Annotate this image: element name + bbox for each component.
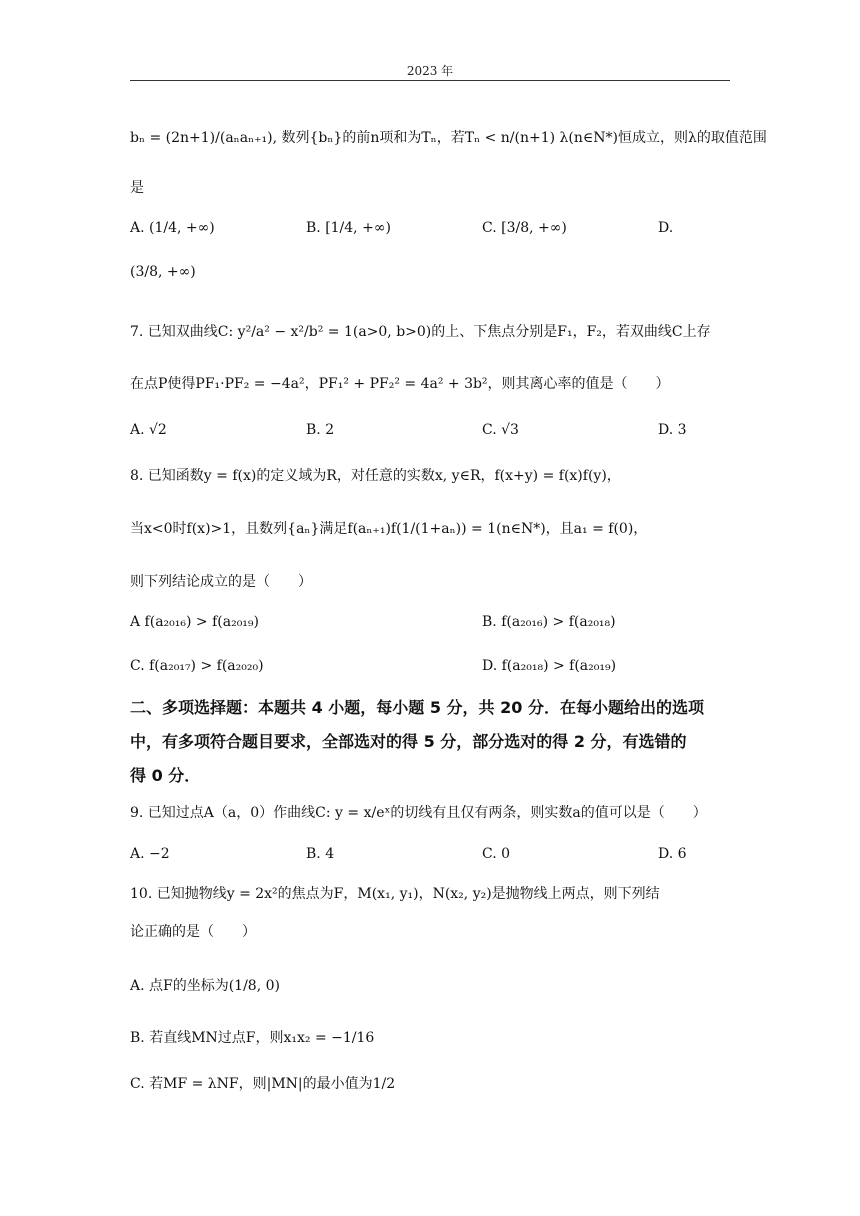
q9-option-c: C. 0 xyxy=(482,846,511,862)
q10-line1: 10. 已知抛物线y = 2x²的焦点为F，M(x₁, y₁)，N(x₂, y₂)是抛物线上两点，则下列结 xyxy=(130,886,660,902)
header-rule xyxy=(130,80,730,81)
q8-line3: 则下列结论成立的是（ ） xyxy=(130,574,312,590)
q10-option-b: B. 若直线MN过点F，则x₁x₂ = −1/16 xyxy=(130,1030,375,1046)
q9-option-d: D. 6 xyxy=(658,846,687,862)
q8-option-c: C. f(a₂₀₁₇) > f(a₂₀₂₀) xyxy=(130,658,264,674)
q6-option-b: B. [1/4, +∞) xyxy=(306,220,391,236)
q6-option-a: A. (1/4, +∞) xyxy=(130,220,215,236)
section2-heading-line1: 二、多项选择题：本题共 4 小题，每小题 5 分，共 20 分．在每小题给出的选项 xyxy=(130,698,704,717)
section2-heading-line3: 得 0 分． xyxy=(130,766,201,785)
q8-option-d: D. f(a₂₀₁₈) > f(a₂₀₁₉) xyxy=(482,658,617,674)
q9-line1: 9. 已知过点A（a，0）作曲线C: y = x/eˣ的切线有且仅有两条，则实数a的值可以是（ ） xyxy=(130,805,707,821)
q6-line2: 是 xyxy=(130,180,144,196)
q8-line2: 当x<0时f(x)>1，且数列{aₙ}满足f(aₙ₊₁)f(1/(1+aₙ)) = 1(n∈N*)，且a₁ = f(0)， xyxy=(130,521,648,537)
q7-option-c: C. √3 xyxy=(482,422,519,438)
q10-option-a: A. 点F的坐标为(1/8, 0) xyxy=(130,978,280,994)
page-header-year: 2023 年 xyxy=(406,64,454,78)
q6-option-d: D. xyxy=(658,220,674,236)
q7-line2: 在点P使得PF₁·PF₂ = −4a²，PF₁² + PF₂² = 4a² + 3b²，则其离心率的值是（ ） xyxy=(130,376,670,392)
q7-option-b: B. 2 xyxy=(306,422,335,438)
q8-option-a: A f(a₂₀₁₆) > f(a₂₀₁₉) xyxy=(130,614,259,630)
q10-line2: 论正确的是（ ） xyxy=(130,924,256,940)
q8-line1: 8. 已知函数y = f(x)的定义域为R，对任意的实数x, y∈R，f(x+y) = f(x)f(y)， xyxy=(130,468,621,484)
q10-option-c: C. 若MF = λNF，则|MN|的最小值为1/2 xyxy=(130,1076,396,1092)
q7-option-a: A. √2 xyxy=(130,422,167,438)
q7-option-d: D. 3 xyxy=(658,422,687,438)
q6-option-d-cont: (3/8, +∞) xyxy=(130,264,196,280)
q6-option-c: C. [3/8, +∞) xyxy=(482,220,567,236)
q9-option-a: A. −2 xyxy=(130,846,170,862)
section2-heading-line2: 中，有多项符合题目要求，全部选对的得 5 分，部分选对的得 2 分，有选错的 xyxy=(130,732,687,751)
q8-option-b: B. f(a₂₀₁₆) > f(a₂₀₁₈) xyxy=(482,614,616,630)
q7-line1: 7. 已知双曲线C: y²/a² − x²/b² = 1(a>0, b>0)的上、下焦点分别是F₁，F₂，若双曲线C上存 xyxy=(130,324,711,340)
q6-line1: bₙ = (2n+1)/(aₙaₙ₊₁), 数列{bₙ}的前n项和为Tₙ，若Tₙ < n/(n+1) λ(n∈N*)恒成立，则λ的取值范围 xyxy=(130,130,767,146)
q9-option-b: B. 4 xyxy=(306,846,335,862)
